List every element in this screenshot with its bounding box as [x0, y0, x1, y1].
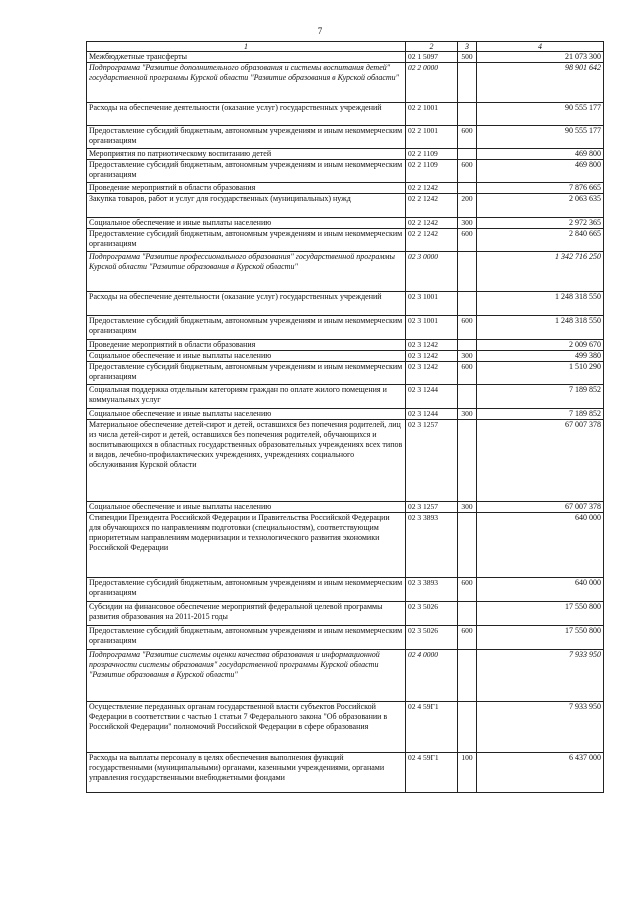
table-row: [87, 385, 604, 409]
row-amount: 6 437 000: [477, 753, 604, 793]
row-amount: 7 189 852: [477, 385, 604, 409]
row-amount: 90 555 177: [477, 126, 604, 149]
row-amount: 2 063 635: [477, 194, 604, 218]
table-row: [87, 126, 604, 149]
row-amount: 17 550 800: [477, 626, 604, 650]
row-amount: 469 800: [477, 149, 604, 160]
row-code: 02 3 5026: [406, 602, 458, 626]
table-row: [87, 513, 604, 578]
row-amount: 1 248 318 550: [477, 292, 604, 316]
row-type: 300: [458, 409, 477, 420]
row-type: [458, 63, 477, 103]
table-header-row: [87, 42, 604, 52]
row-amount: 7 876 665: [477, 183, 604, 194]
table-row: [87, 650, 604, 702]
row-code: 02 3 1001: [406, 292, 458, 316]
row-amount: 98 901 642: [477, 63, 604, 103]
row-code: 02 1 5097: [406, 52, 458, 63]
row-amount: 67 007 378: [477, 502, 604, 513]
row-name: Межбюджетные трансферты: [87, 52, 406, 63]
table-row: [87, 340, 604, 351]
row-amount: 7 933 950: [477, 702, 604, 753]
row-type: [458, 340, 477, 351]
table-row: [87, 252, 604, 292]
row-name: Проведение мероприятий в области образования: [87, 183, 406, 194]
row-code: 02 2 1242: [406, 218, 458, 229]
row-code: 02 2 1109: [406, 160, 458, 183]
row-amount: 640 000: [477, 513, 604, 578]
header-col-4: 4: [477, 42, 604, 52]
row-code: 02 2 1242: [406, 194, 458, 218]
table-row: [87, 292, 604, 316]
row-code: 02 3 1257: [406, 502, 458, 513]
row-name: Предоставление субсидий бюджетным, автономным учреждениям и иным некоммерческим организациям: [87, 160, 406, 183]
row-name: Подпрограмма "Развитие профессионального образования" государственной программы Курской области "Развитие образования в Курской области": [87, 252, 406, 292]
row-type: [458, 183, 477, 194]
table-row: [87, 103, 604, 126]
table-row: [87, 502, 604, 513]
row-amount: 1 342 716 250: [477, 252, 604, 292]
table-row: [87, 63, 604, 103]
row-code: 02 3 5026: [406, 626, 458, 650]
row-code: 02 2 1242: [406, 183, 458, 194]
row-type: 300: [458, 218, 477, 229]
row-name: Предоставление субсидий бюджетным, автономным учреждениям и иным некоммерческим организациям: [87, 626, 406, 650]
row-amount: 2 840 665: [477, 229, 604, 252]
table-row: [87, 420, 604, 502]
row-name: Проведение мероприятий в области образования: [87, 340, 406, 351]
row-name: Социальное обеспечение и иные выплаты населению: [87, 351, 406, 362]
page-number: 7: [317, 26, 323, 36]
row-code: 02 2 1109: [406, 149, 458, 160]
row-type: 600: [458, 229, 477, 252]
row-type: [458, 650, 477, 702]
row-amount: 640 000: [477, 578, 604, 602]
row-code: 02 2 1242: [406, 229, 458, 252]
row-code: 02 2 1001: [406, 103, 458, 126]
row-name: Субсидии на финансовое обеспечение мероприятий федеральной целевой программы развития образования на 2011-2015 годы: [87, 602, 406, 626]
row-type: 600: [458, 362, 477, 385]
row-type: 600: [458, 160, 477, 183]
row-type: 200: [458, 194, 477, 218]
row-code: 02 3 3893: [406, 513, 458, 578]
row-amount: 499 380: [477, 351, 604, 362]
table-row: [87, 52, 604, 63]
row-amount: 2 972 365: [477, 218, 604, 229]
table-row: [87, 351, 604, 362]
row-type: 600: [458, 126, 477, 149]
row-amount: 90 555 177: [477, 103, 604, 126]
row-code: 02 3 1244: [406, 385, 458, 409]
row-name: Стипендии Президента Российской Федерации и Правительства Российской Федерации для обучающихся по направлениям подготовки (специальностям), соответствующим приоритетным направлениям модернизации и технологического развития экономики Российской Федерации: [87, 513, 406, 578]
row-type: [458, 149, 477, 160]
table-row: [87, 753, 604, 793]
row-type: 300: [458, 502, 477, 513]
row-name: Предоставление субсидий бюджетным, автономным учреждениям и иным некоммерческим организациям: [87, 316, 406, 340]
budget-table: [86, 41, 604, 793]
table-row: [87, 409, 604, 420]
row-name: Предоставление субсидий бюджетным, автономным учреждениям и иным некоммерческим организациям: [87, 578, 406, 602]
row-amount: 7 933 950: [477, 650, 604, 702]
row-type: 300: [458, 351, 477, 362]
row-code: 02 4 0000: [406, 650, 458, 702]
row-name: Подпрограмма "Развитие системы оценки качества образования и информационной прозрачности системы образования" государственной программы Курской области "Развитие образования в Курской области": [87, 650, 406, 702]
row-name: Социальное обеспечение и иные выплаты населению: [87, 409, 406, 420]
row-name: Материальное обеспечение детей-сирот и детей, оставшихся без попечения родителей, лиц из числа детей-сирот и детей, оставшихся без попечения родителей, обучающихся и воспитывающихся в областных государственных образовательных учреждениях всех типов и видов, лечебно-профилактических учреждениях, учреждениях социального обслуживания Курской области: [87, 420, 406, 502]
row-name: Закупка товаров, работ и услуг для государственных (муниципальных) нужд: [87, 194, 406, 218]
table-row: [87, 194, 604, 218]
row-code: 02 3 1001: [406, 316, 458, 340]
table-row: [87, 316, 604, 340]
row-name: Осуществление переданных органам государственной власти субъектов Российской Федерации в соответствии с частью 1 статьи 7 Федерального закона "Об образовании в Российской Федерации" полномочий Российской Федерации в сфере образования: [87, 702, 406, 753]
row-type: [458, 252, 477, 292]
table-row: [87, 702, 604, 753]
row-amount: 67 007 378: [477, 420, 604, 502]
row-name: Мероприятия по патриотическому воспитанию детей: [87, 149, 406, 160]
row-type: 500: [458, 52, 477, 63]
row-type: [458, 420, 477, 502]
row-type: [458, 702, 477, 753]
table-row: [87, 218, 604, 229]
row-code: 02 3 1257: [406, 420, 458, 502]
row-code: 02 3 0000: [406, 252, 458, 292]
table-row: [87, 626, 604, 650]
row-code: 02 3 3893: [406, 578, 458, 602]
row-name: Предоставление субсидий бюджетным, автономным учреждениям и иным некоммерческим организациям: [87, 126, 406, 149]
row-type: [458, 513, 477, 578]
table-row: [87, 362, 604, 385]
row-amount: 1 510 290: [477, 362, 604, 385]
row-name: Расходы на выплаты персоналу в целях обеспечения выполнения функций государственными (муниципальными) органами, казенными учреждениями, органами управления государственными внебюджетными фондами: [87, 753, 406, 793]
header-col-1: 1: [87, 42, 406, 52]
row-code: 02 3 1242: [406, 362, 458, 385]
row-code: 02 2 0000: [406, 63, 458, 103]
row-type: [458, 103, 477, 126]
table-row: [87, 149, 604, 160]
row-name: Социальная поддержка отдельным категориям граждан по оплате жилого помещения и коммунальных услуг: [87, 385, 406, 409]
row-amount: 21 073 300: [477, 52, 604, 63]
row-code: 02 4 59Г1: [406, 702, 458, 753]
row-name: Социальное обеспечение и иные выплаты населению: [87, 502, 406, 513]
row-amount: 2 009 670: [477, 340, 604, 351]
row-type: [458, 385, 477, 409]
row-type: 600: [458, 316, 477, 340]
table-row: [87, 578, 604, 602]
row-name: Расходы на обеспечение деятельности (оказание услуг) государственных учреждений: [87, 103, 406, 126]
row-code: 02 4 59Г1: [406, 753, 458, 793]
row-type: 600: [458, 578, 477, 602]
row-name: Социальное обеспечение и иные выплаты населению: [87, 218, 406, 229]
table-row: [87, 183, 604, 194]
row-code: 02 3 1242: [406, 340, 458, 351]
table-row: [87, 602, 604, 626]
row-code: 02 3 1244: [406, 409, 458, 420]
header-col-3: 3: [458, 42, 477, 52]
row-code: 02 2 1001: [406, 126, 458, 149]
row-name: Подпрограмма "Развитие дополнительного образования и системы воспитания детей" государственной программы Курской области "Развитие образования в Курской области": [87, 63, 406, 103]
row-amount: 17 550 800: [477, 602, 604, 626]
row-type: [458, 292, 477, 316]
row-name: Предоставление субсидий бюджетным, автономным учреждениям и иным некоммерческим организациям: [87, 362, 406, 385]
row-amount: 1 248 318 550: [477, 316, 604, 340]
table-row: [87, 160, 604, 183]
row-name: Предоставление субсидий бюджетным, автономным учреждениям и иным некоммерческим организациям: [87, 229, 406, 252]
row-type: 600: [458, 626, 477, 650]
row-type: [458, 602, 477, 626]
row-amount: 469 800: [477, 160, 604, 183]
row-code: 02 3 1242: [406, 351, 458, 362]
row-amount: 7 189 852: [477, 409, 604, 420]
row-name: Расходы на обеспечение деятельности (оказание услуг) государственных учреждений: [87, 292, 406, 316]
table-row: [87, 229, 604, 252]
row-type: 100: [458, 753, 477, 793]
budget-table-body: [87, 42, 604, 793]
header-col-2: 2: [406, 42, 458, 52]
